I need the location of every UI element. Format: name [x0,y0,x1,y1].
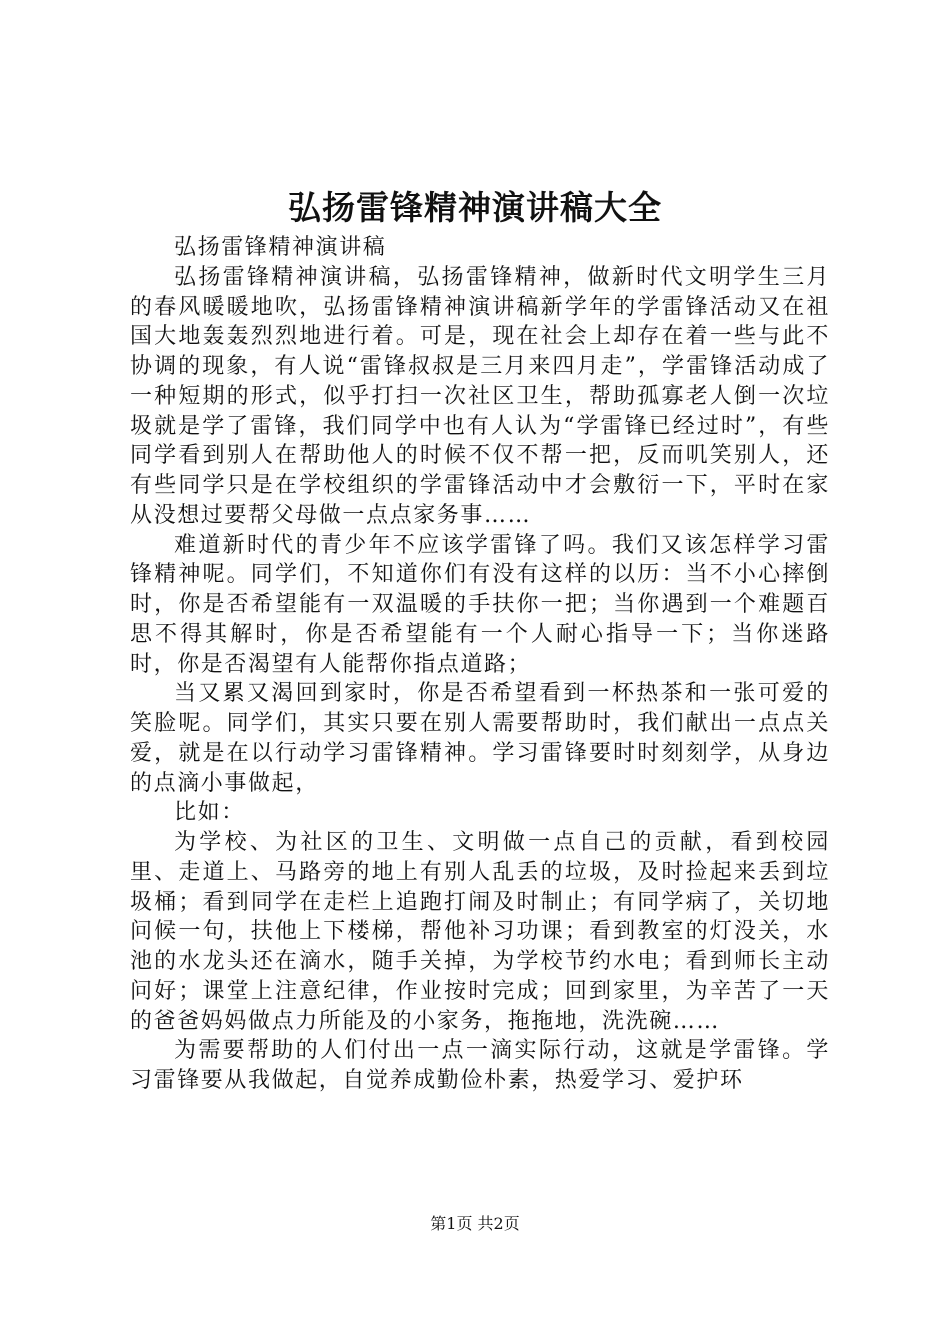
document-title: 弘扬雷锋精神演讲稿大全 [288,188,662,227]
paragraph: 当又累又渴回到家时，你是否希望看到一杯热茶和一张可爱的笑脸呢。同学们，其实只要在别人需要帮助时，我们献出一点点关爱，就是在以行动学习雷锋精神。学习雷锋要时时刻刻学，从身边的点滴小事做起， [130,681,830,796]
paragraph: 比如： [174,800,245,826]
document-body [130,233,830,1096]
paragraph: 弘扬雷锋精神演讲稿，弘扬雷锋精神，做新时代文明学生三月的春风暖暖地吹，弘扬雷锋精神演讲稿新学年的学雷锋活动又在祖国大地轰轰烈烈地进行着。可是，现在社会上却存在着一些与此不协调的现象，有人说“雷锋叔叔是三月来四月走”，学雷锋活动成了一种短期的形式，似乎打扫一次社区卫生，帮助孤寡老人倒一次垃圾就是学了雷锋，我们同学中也有人认为“学雷锋已经过时”，有些同学看到别人在帮助他人的时候不仅不帮一把，反而叽笑别人，还有些同学只是在学校组织的学雷锋活动中才会敷衍一下，平时在家从没想过要帮父母做一点点家务事…… [130,264,830,528]
paragraph: 为需要帮助的人们付出一点一滴实际行动，这就是学雷锋。学习雷锋要从我做起，自觉养成勤俭朴素，热爱学习、爱护环 [130,1038,830,1093]
paragraph-heading: 弘扬雷锋精神演讲稿 [174,235,387,260]
paragraph: 难道新时代的青少年不应该学雷锋了吗。我们又该怎样学习雷锋精神呢。同学们，不知道你们有没有这样的以历：当不小心摔倒时，你是否希望能有一双温暖的手扶你一把；当你遇到一个难题百思不得其解时，你是否希望能有一个人耐心指导一下；当你迷路时，你是否渴望有人能帮你指点道路； [130,532,830,677]
paragraph: 为学校、为社区的卫生、文明做一点自己的贡献，看到校园里、走道上、马路旁的地上有别人乱丢的垃圾，及时捡起来丢到垃圾桶；看到同学在走栏上追跑打闹及时制止；有同学病了，关切地问候一句，扶他上下楼梯，帮他补习功课；看到教室的灯没关，水池的水龙头还在滴水，随手关掉，为学校节约水电；看到师长主动问好；课堂上注意纪律，作业按时完成；回到家里，为辛苦了一天的爸爸妈妈做点力所能及的小家务，拖拖地，洗洗碗…… [130,830,830,1034]
page-number-footer: 第1页 共2页 [430,1214,520,1233]
